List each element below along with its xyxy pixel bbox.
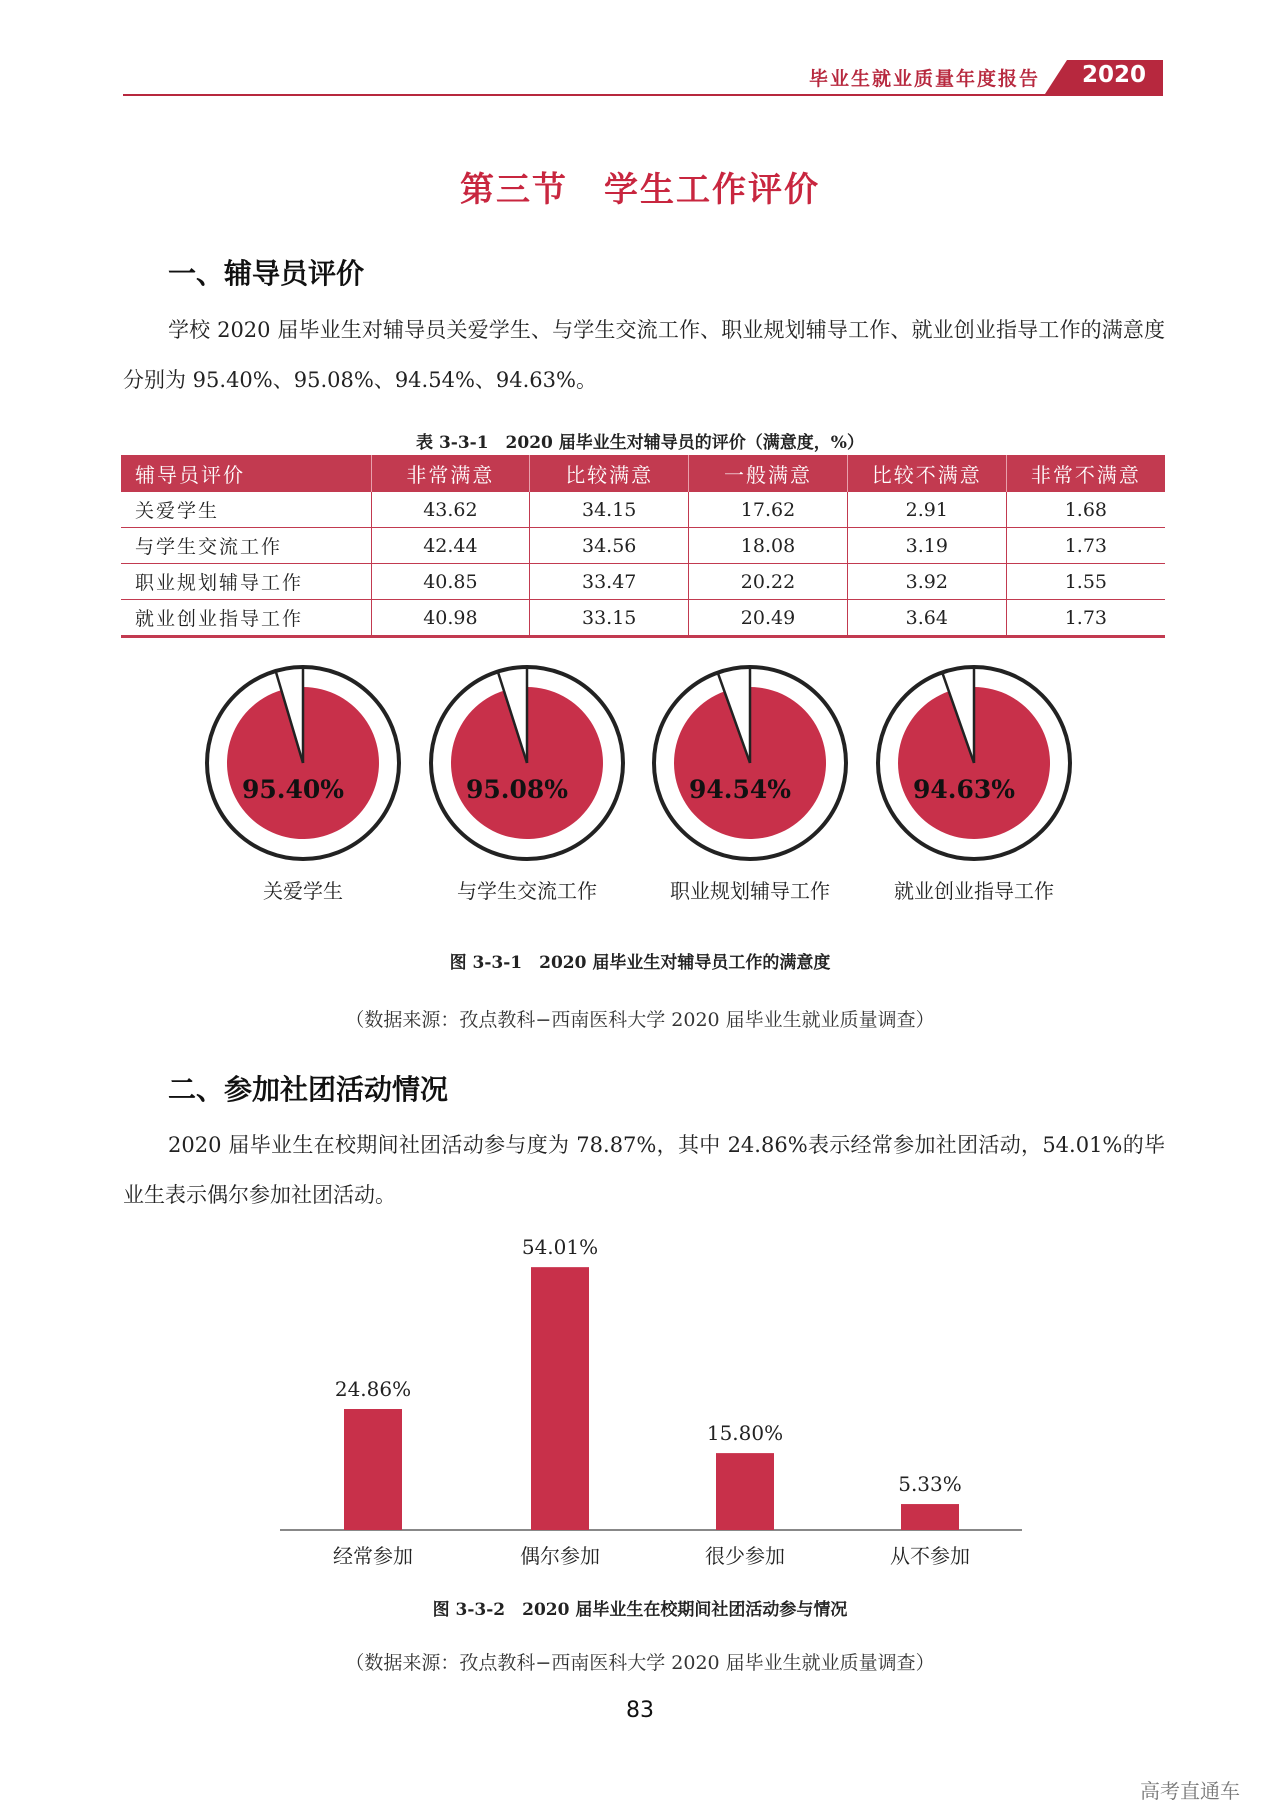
pie-chart: [431, 667, 623, 903]
bar: [716, 1453, 774, 1530]
table-cell: 33.47: [530, 564, 689, 600]
bar-value-label: 24.86%: [334, 1377, 412, 1402]
table-row: [121, 564, 1165, 600]
table-header-cell: 非常不满意: [1006, 455, 1165, 492]
bar: [901, 1504, 959, 1530]
part1-paragraph: 学校 2020 届毕业生对辅导员关爱学生、与学生交流工作、职业规划辅导工作、就业创业指导工作的满意度分别为 95.40%、95.08%、94.54%、94.63%。: [123, 318, 1165, 392]
table-cell: 2.91: [847, 492, 1006, 528]
bar: [531, 1267, 589, 1530]
bar-value-label: 15.80%: [706, 1421, 784, 1446]
table-header-cell: 辅导员评价: [121, 455, 371, 492]
table-cell: 1.73: [1006, 528, 1165, 564]
pie-category-label: 与学生交流工作: [457, 879, 597, 903]
table-row: [121, 528, 1165, 564]
table-row: [121, 492, 1165, 528]
pie-category-label: 就业创业指导工作: [894, 879, 1054, 903]
header-year: 2020: [1081, 62, 1146, 88]
pie-value-label: 95.40%: [241, 775, 345, 804]
part1-heading: 一、辅导员评价: [168, 257, 365, 290]
table-cell: 34.15: [530, 492, 689, 528]
table-cell: 与学生交流工作: [121, 528, 371, 564]
pie-value-label: 95.08%: [465, 775, 569, 804]
table-cell: 1.68: [1006, 492, 1165, 528]
watermark: 高考直通车: [1140, 1779, 1240, 1803]
table-cell: 33.15: [530, 600, 689, 637]
figure-2-source: （数据来源：孜点教科−西南医科大学 2020 届毕业生就业质量调查）: [345, 1652, 935, 1674]
pie-category-label: 关爱学生: [263, 879, 343, 903]
evaluation-table: [121, 455, 1165, 638]
table-cell: 18.08: [689, 528, 848, 564]
table-cell: 1.73: [1006, 600, 1165, 637]
part2-paragraph: 2020 届毕业生在校期间社团活动参与度为 78.87%，其中 24.86%表示经常参加社团活动，54.01%的毕业生表示偶尔参加社团活动。: [123, 1133, 1165, 1207]
table-cell: 43.62: [371, 492, 530, 528]
header-divider: [123, 94, 1163, 96]
pie-value-label: 94.63%: [912, 775, 1016, 804]
x-tick-label: 偶尔参加: [520, 1544, 600, 1568]
table-cell: 就业创业指导工作: [121, 600, 371, 637]
table-cell: 职业规划辅导工作: [121, 564, 371, 600]
bar: [344, 1409, 402, 1530]
table-caption: 表 3-3-1 2020 届毕业生对辅导员的评价（满意度，%）: [416, 433, 864, 453]
table-cell: 40.98: [371, 600, 530, 637]
figure-2-caption: 图 3-3-2 2020 届毕业生在校期间社团活动参与情况: [432, 1600, 848, 1620]
header-title: 毕业生就业质量年度报告: [808, 68, 1040, 90]
table-cell: 3.19: [847, 528, 1006, 564]
table-row: [121, 600, 1165, 637]
table-cell: 42.44: [371, 528, 530, 564]
bar-value-label: 54.01%: [521, 1235, 599, 1260]
table-cell: 40.85: [371, 564, 530, 600]
table-cell: 34.56: [530, 528, 689, 564]
figure-1-source: （数据来源：孜点教科−西南医科大学 2020 届毕业生就业质量调查）: [345, 1009, 935, 1031]
table-cell: 1.55: [1006, 564, 1165, 600]
table-header-row: [121, 455, 1165, 492]
pie-chart: [878, 667, 1070, 903]
x-tick-label: 经常参加: [333, 1544, 413, 1568]
table-header-cell: 比较不满意: [847, 455, 1006, 492]
table-cell: 3.64: [847, 600, 1006, 637]
page-number: 83: [626, 1698, 654, 1723]
table-cell: 20.22: [689, 564, 848, 600]
pie-chart: [654, 667, 846, 903]
table-cell: 3.92: [847, 564, 1006, 600]
club-participation-bar-chart: [0, 1230, 1280, 1580]
pie-value-label: 94.54%: [688, 775, 792, 804]
section-title: 第三节 学生工作评价: [460, 170, 820, 210]
pie-category-label: 职业规划辅导工作: [670, 879, 830, 903]
pie-chart: [207, 667, 399, 903]
part2-heading: 二、参加社团活动情况: [168, 1073, 449, 1106]
table-cell: 17.62: [689, 492, 848, 528]
table-header-cell: 非常满意: [371, 455, 530, 492]
x-tick-label: 从不参加: [890, 1544, 970, 1568]
bar-value-label: 5.33%: [898, 1472, 962, 1497]
satisfaction-pie-charts: [0, 665, 1280, 910]
x-tick-label: 很少参加: [705, 1544, 785, 1568]
table-cell: 20.49: [689, 600, 848, 637]
figure-1-caption: 图 3-3-1 2020 届毕业生对辅导员工作的满意度: [449, 953, 831, 973]
table-cell: 关爱学生: [121, 492, 371, 528]
table-header-cell: 比较满意: [530, 455, 689, 492]
table-header-cell: 一般满意: [689, 455, 848, 492]
